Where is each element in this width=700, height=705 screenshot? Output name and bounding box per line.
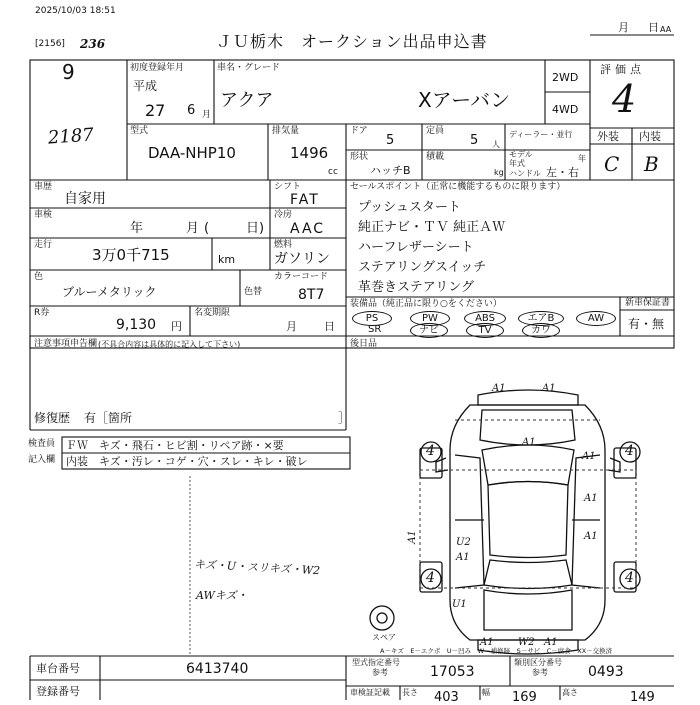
length-label: 長さ: [402, 688, 418, 697]
load-unit: kg: [494, 168, 504, 177]
repair-history-value: 有［箇所: [84, 411, 133, 425]
inspector-fw-row: ＦＷ キズ・飛石・ヒビ割・リペア跡・×要: [66, 439, 284, 452]
equipment-abs: ABS: [464, 311, 506, 326]
shape-label: 形状: [350, 152, 369, 162]
aircon-value: AAC: [290, 221, 326, 237]
usage-category-label: 車歴: [34, 182, 53, 192]
wheel-mark: 4: [426, 570, 435, 586]
rear-items-label: 後日品: [350, 339, 378, 349]
registration-month: 6: [187, 103, 196, 118]
wheel-mark: 4: [625, 443, 634, 459]
load-label: 積載: [426, 152, 445, 162]
damage-mark: A1: [584, 531, 598, 542]
handle-value: 左・右: [546, 166, 579, 179]
registration-label: 初度登録年月: [130, 63, 185, 73]
date-day-label: 日: [648, 21, 659, 34]
inspection-month: 月: [186, 221, 200, 236]
mileage-value: 3万0千715: [92, 246, 170, 264]
spare-tire-label: スペア: [372, 633, 396, 642]
registration-year: 27: [145, 101, 166, 120]
inspector-label-2: 記入欄: [28, 455, 56, 465]
damage-mark: U2: [456, 537, 471, 548]
chassis-label: 車台番号: [36, 662, 80, 675]
recycle-unit: 円: [171, 320, 182, 333]
name-change-day: 日: [324, 320, 335, 333]
damage-mark: A1: [522, 437, 536, 448]
vehicle-grade: Xアーバン: [418, 88, 511, 112]
selling-point-item: ステアリングスイッチ: [358, 260, 487, 275]
damage-mark: A1: [456, 552, 470, 563]
capacity-label: 定員: [426, 126, 445, 136]
drive-4wd: 4WD: [552, 103, 579, 116]
inspection-day: 日): [246, 221, 265, 236]
color-code-label: カラーコード: [274, 272, 329, 282]
length-value: 403: [434, 690, 459, 705]
exterior-grade: C: [604, 152, 620, 176]
lot-number: 9: [62, 60, 75, 84]
designation-label: 型式指定番号: [352, 658, 400, 667]
usage-category: 自家用: [64, 191, 106, 207]
model-label: 型式: [130, 126, 149, 136]
model-year-unit: 年: [578, 154, 586, 163]
equipment-sr: SR: [368, 324, 382, 335]
wheel-mark: 4: [625, 570, 634, 586]
capacity-value: 5: [470, 133, 479, 148]
date-month-label: 月: [618, 21, 629, 34]
equipment-pw: PW: [410, 311, 450, 326]
handwritten-lot-number: 2187: [47, 124, 95, 149]
equipment-ps: PS: [352, 311, 392, 326]
dealer-label: ディーラー・並行: [509, 130, 573, 139]
warranty-label: 新車保証書: [625, 298, 671, 308]
fuel-value: ガソリン: [274, 251, 330, 267]
designation-sub: 参考: [372, 668, 388, 677]
print-timestamp: 2025/10/03 18:51: [35, 6, 116, 16]
vehicle-name: アクア: [220, 90, 274, 111]
damage-mark: A1: [544, 637, 558, 648]
color-label: 色: [34, 272, 44, 282]
registration-era: 平成: [133, 79, 158, 93]
vehicle-name-label: 車名・グレード: [217, 63, 281, 73]
drive-2wd: 2WD: [552, 71, 579, 84]
inspection-label: 車検: [34, 210, 53, 220]
doors-value: 5: [386, 133, 395, 148]
displacement-label: 排気量: [272, 126, 300, 136]
selling-point-item: ハーフレザーシート: [358, 240, 474, 255]
registration-month-unit: 月: [202, 110, 212, 120]
warranty-value: 有・無: [628, 317, 665, 331]
score-label: 評価点: [600, 63, 645, 76]
inspector-interior-row: 内装 キズ・汚レ・コゲ・穴・スレ・キレ・破レ: [66, 455, 308, 468]
damage-mark: U1: [452, 599, 467, 610]
damage-mark: A1: [584, 493, 598, 504]
chassis-number: 6413740: [186, 661, 249, 677]
equipment-airbag: エアB: [518, 311, 564, 326]
name-change-month: 月: [286, 320, 297, 333]
recycle-label: R券: [34, 308, 50, 318]
handle-label: ハンドル: [509, 169, 541, 178]
height-value: 149: [630, 690, 655, 705]
doors-label: ドア: [350, 126, 368, 136]
score-value: 4: [612, 77, 637, 121]
selling-points-label: セールスポイント（正常に機能するものに限ります）: [350, 182, 566, 192]
selling-point-item: 革巻きステアリング: [358, 280, 474, 295]
exterior-label: 外装: [597, 130, 619, 143]
color-code-value: 8T7: [298, 287, 325, 303]
fuel-label: 燃料: [274, 240, 293, 250]
equipment-label: 装備品（純正品に限り○をください）: [350, 299, 502, 309]
registration-number-label: 登録番号: [36, 685, 80, 698]
damage-mark: A1: [492, 383, 506, 394]
notes-label: 注意事項申告欄: [34, 339, 98, 349]
damage-mark: A1: [406, 530, 418, 544]
shape-value: ハッチB: [370, 164, 411, 177]
document-id: [2156]: [35, 39, 65, 49]
recycle-value: 9,130: [116, 317, 157, 333]
date-suffix: AA: [660, 25, 672, 34]
designation-number: 17053: [430, 664, 475, 680]
form-title: ＪＵ栃木 オークション出品申込書: [216, 32, 488, 51]
equipment-leather: カワ: [522, 323, 560, 338]
capacity-unit: 人: [492, 140, 500, 149]
interior-grade: B: [644, 152, 659, 176]
color-value: ブルーメタリック: [62, 285, 157, 299]
category-number-label: 類別区分番号: [514, 658, 562, 667]
name-change-label: 名変期限: [194, 308, 231, 318]
category-number-sub: 参考: [532, 668, 548, 677]
displacement-unit: cc: [328, 167, 338, 177]
aircon-label: 冷房: [274, 210, 293, 220]
notes-sublabel: (不具合内容は具体的に記入して下さい): [98, 340, 241, 349]
equipment-tv: TV: [466, 323, 504, 338]
mileage-label: 走行: [34, 240, 53, 250]
document-serial: 236: [80, 37, 106, 51]
dimensions-label: 車検証記載: [350, 688, 390, 697]
displacement-value: 1496: [290, 144, 329, 162]
inspector-label: 検査員: [28, 439, 56, 449]
shift-label: シフト: [274, 182, 302, 192]
height-label: 高さ: [562, 688, 578, 697]
width-value: 169: [512, 690, 537, 705]
color-change-label: 色替: [244, 287, 263, 297]
handwritten-aw-note: AWキズ・: [196, 589, 248, 602]
equipment-aw: AW: [576, 311, 616, 326]
repair-history-label: 修復歴: [34, 411, 71, 425]
damage-mark: A1: [542, 383, 556, 394]
handwritten-damage-note: キズ・U・スリキズ・W2: [193, 557, 321, 578]
damage-legend: A－キズ E－エクボ U－凹み W－補修跡 S－サビ C－腐食 XX－交換済: [380, 647, 613, 655]
damage-mark: A1: [480, 637, 494, 648]
inspection-year: 年: [130, 221, 144, 236]
model-year-label: モデル 年式: [509, 150, 533, 168]
damage-mark: A1: [582, 451, 596, 462]
damage-mark: W2: [518, 637, 535, 648]
wheel-mark: 4: [426, 443, 435, 459]
selling-point-item: プッシュスタート: [358, 200, 461, 215]
inspection-paren: (: [204, 221, 210, 236]
equipment-navi: ナビ: [410, 323, 448, 338]
selling-point-item: 純正ナビ・ＴＶ 純正ＡＷ: [358, 220, 506, 235]
interior-label: 内装: [639, 130, 661, 143]
repair-history-close: ］: [338, 411, 351, 425]
shift-value: FAT: [290, 192, 320, 208]
width-label: 幅: [482, 688, 490, 697]
model-code: DAA-NHP10: [148, 144, 236, 162]
mileage-unit: km: [218, 253, 236, 266]
category-number: 0493: [588, 664, 624, 680]
